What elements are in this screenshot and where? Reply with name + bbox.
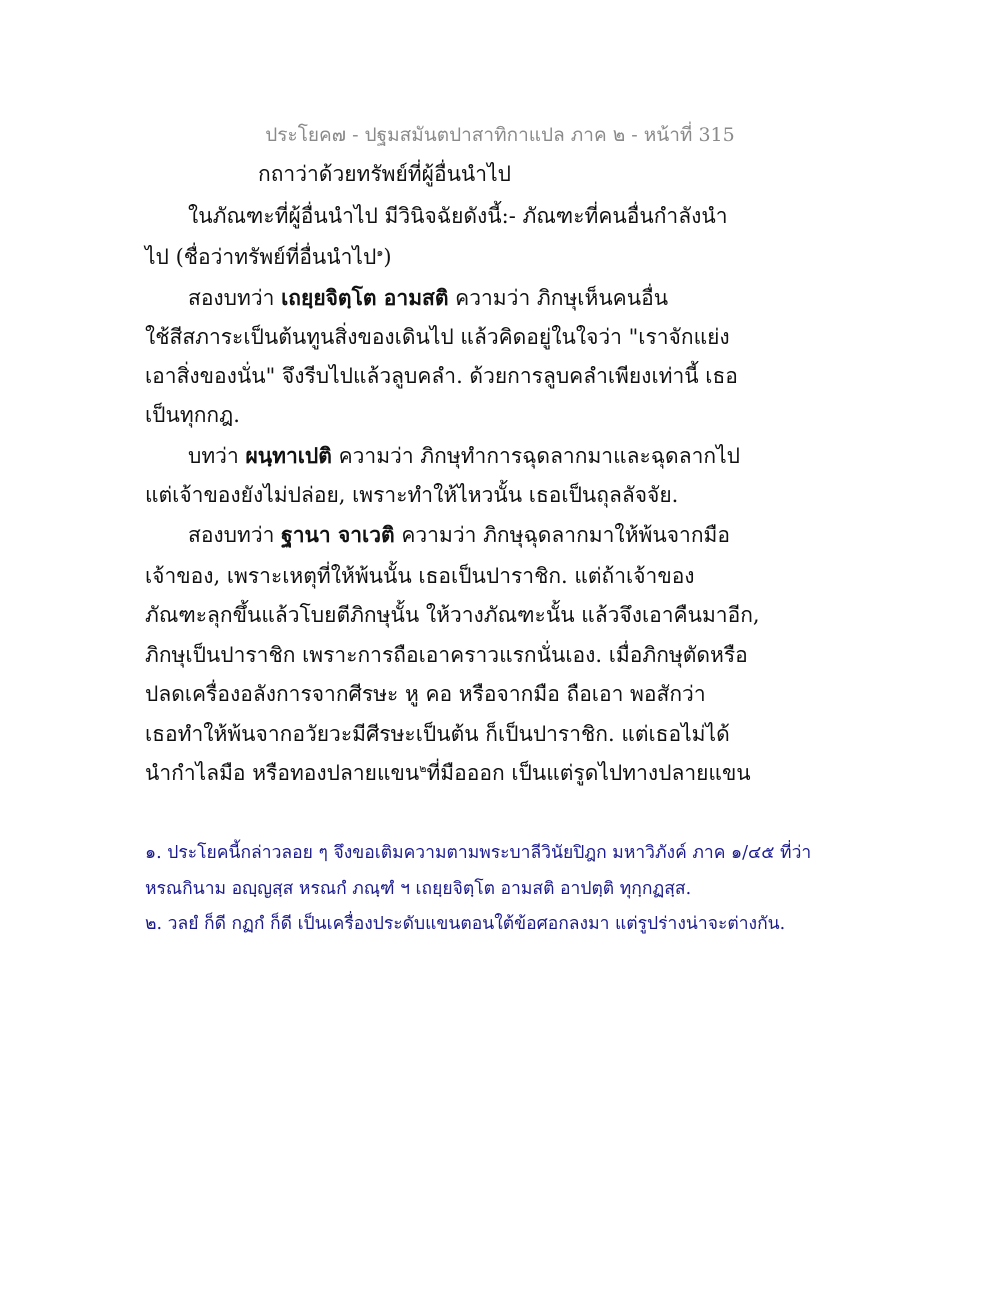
body-text: นำกำไลมือ หรือทองปลายแขน xyxy=(145,761,420,785)
body-text: ไป (ชื่อว่าทรัพย์ที่อื่นนำไป xyxy=(145,245,377,269)
body-line xyxy=(188,440,740,473)
body-text: ความว่า ภิกษุฉุดลากมาให้พ้นจากมือ xyxy=(394,523,730,547)
body-line xyxy=(145,321,730,354)
body-text: สองบทว่า xyxy=(188,523,282,547)
body-text: ใช้สีสภาระเป็นต้นทูนสิ่งของเดินไป แล้วคิดอยู่ในใจว่า "เราจักแย่ง xyxy=(145,325,730,349)
body-text: เอาสิ่งของนั่น" จึงรีบไปแล้วลูบคลำ. ด้วยการลูบคลำเพียงเท่านี้ เธอ xyxy=(145,364,738,388)
body-line xyxy=(145,560,695,593)
footnote-1-continued: หรณกินาม อญฺญสฺส หรณกํ ภณฺฑํ ฯ เถยฺยจิตฺโต อามสติ อาปตฺติ ทุกฺกฏสฺส. xyxy=(145,879,692,899)
body-line xyxy=(145,718,730,751)
body-line xyxy=(145,241,392,274)
footnote-marker: ๒ xyxy=(419,762,427,775)
body-line xyxy=(145,360,738,393)
footnote-marker: ๑ xyxy=(376,246,384,259)
body-text: ที่มือออก เป็นแต่รูดไปทางปลายแขน xyxy=(426,761,751,785)
body-text: สองบทว่า xyxy=(188,286,282,310)
body-text: เธอทำให้พ้นจากอวัยวะมีศีรษะเป็นต้น ก็เป็นปาราชิก. แต่เธอไม่ได้ xyxy=(145,722,730,746)
body-text: แต่เจ้าของยังไม่ปล่อย, เพราะทำให้ไหวนั้น เธอเป็นถุลลัจจัย. xyxy=(145,483,679,507)
body-line xyxy=(188,200,728,233)
body-line xyxy=(145,639,748,672)
section-heading: กถาว่าด้วยทรัพย์ที่ผู้อื่นนำไป xyxy=(258,162,511,186)
body-text: ปลดเครื่องอลังการจากศีรษะ หู คอ หรือจากมือ ถือเอา พอสักว่า xyxy=(145,682,706,706)
running-head: ประโยค๗ - ปฐมสมันตปาสาทิกาแปล ภาค ๒ - หน้าที่ 315 xyxy=(265,124,735,146)
body-text: บทว่า xyxy=(188,444,246,468)
pali-term: เถยฺยจิตฺโต อามสติ xyxy=(281,285,449,310)
body-line xyxy=(188,282,668,315)
pali-term: ผนฺทาเปติ xyxy=(245,443,332,468)
body-line xyxy=(188,519,730,552)
body-text: เจ้าของ, เพราะเหตุที่ให้พ้นนั้น เธอเป็นปาราชิก. แต่ถ้าเจ้าของ xyxy=(145,564,695,588)
body-line xyxy=(145,678,706,711)
body-text: ในภัณฑะที่ผู้อื่นนำไป มีวินิจฉัยดังนี้:- ภัณฑะที่คนอื่นกำลังนำ xyxy=(188,204,728,228)
body-text: ความว่า ภิกษุเห็นคนอื่น xyxy=(448,286,669,310)
body-line xyxy=(145,479,678,512)
body-text: เป็นทุกกฎ. xyxy=(145,403,240,427)
body-line xyxy=(145,399,240,432)
footnote-2: ๒. วลยํ ก็ดี กฏกํ ก็ดี เป็นเครื่องประดับแขนตอนใต้ข้อศอกลงมา แต่รูปร่างน่าจะต่างกัน. xyxy=(145,914,786,934)
pali-term: ฐานา จาเวติ xyxy=(281,522,395,547)
body-text: ) xyxy=(383,245,392,269)
body-text: ภิกษุเป็นปาราชิก เพราะการถือเอาคราวแรกนั่นเอง. เมื่อภิกษุตัดหรือ xyxy=(145,643,748,667)
body-line xyxy=(145,599,760,632)
body-text: ความว่า ภิกษุทำการฉุดลากมาและฉุดลากไป xyxy=(331,444,740,468)
body-line xyxy=(145,757,751,790)
footnote-1: ๑. ประโยคนี้กล่าวลอย ๆ จึงขอเติมความตามพระบาลีวินัยปิฎก มหาวิภังค์ ภาค ๑/๔๕ ที่ว่า xyxy=(145,843,812,863)
body-text: ภัณฑะลุกขึ้นแล้วโบยตีภิกษุนั้น ให้วางภัณฑะนั้น แล้วจึงเอาคืนมาอีก, xyxy=(145,603,760,627)
